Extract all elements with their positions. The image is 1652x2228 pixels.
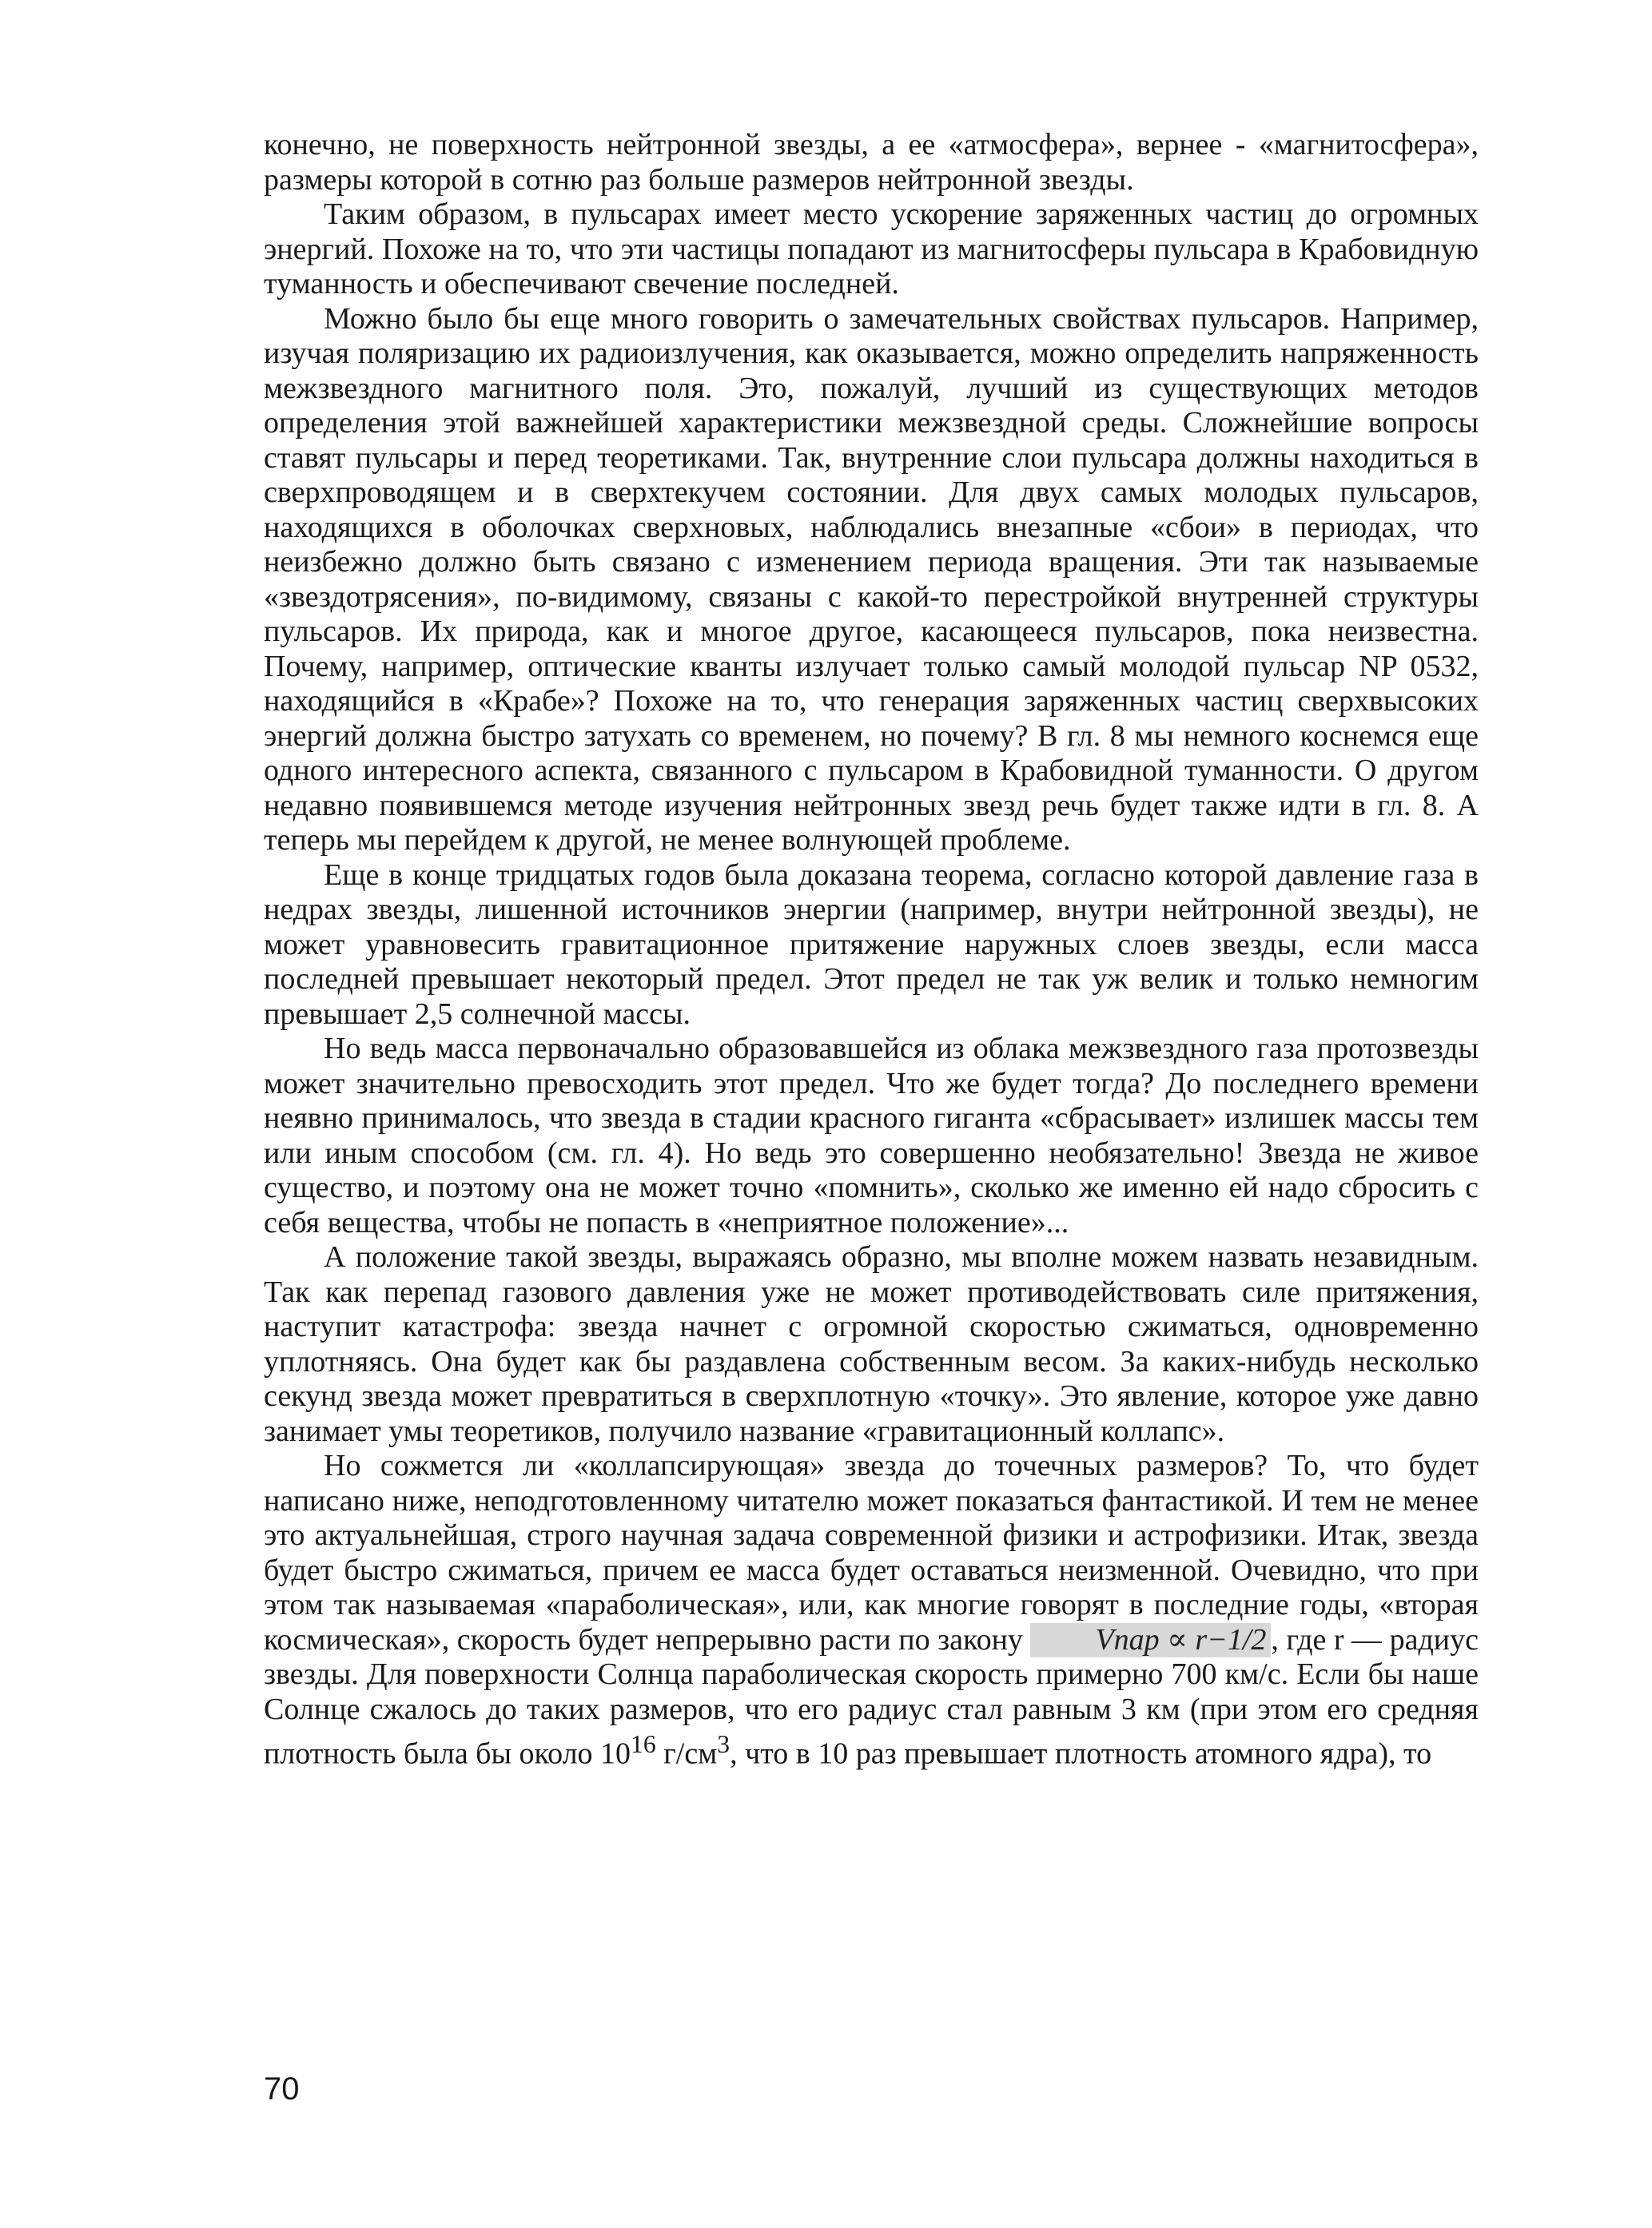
paragraph-1: конечно, не поверхность нейтронной звезды, а ее «атмосфера», вернее - «магнитосфера», размеры которой в сотню раз больше размеров нейтронной звезды. [264, 128, 1479, 197]
paragraph-7-text-middle: , где r — радиус звезды. Для поверхности Солнца параболическая скорость примерно 700 км/с. Если бы наше Солнце сжалось до таких размеров, что его радиус стал равным 3 км (при этом его средняя плотность была бы около 10 [264, 1622, 1479, 1771]
page-body [264, 128, 1479, 1772]
velocity-formula: Vпар ∝ r−1/2 [1030, 1623, 1271, 1658]
unit-exponent: 3 [717, 1730, 730, 1758]
paragraph-7 [264, 1449, 1479, 1772]
paragraph-3: Можно было бы еще много говорить о замечательных свойствах пульсаров. Например, изучая поляризацию их радиоизлучения, как оказывается, можно определить напряженность межзвездного магнитного поля. Это, пожалуй, лучший из существующих методов определения этой важнейшей характеристики межзвездной среды. Сложнейшие вопросы ставят пульсары и перед теоретиками. Так, внутренние слои пульсара должны находиться в сверхпроводящем и в сверхтекучем состоянии. Для двух самых молодых пульсаров, находящихся в оболочках сверхновых, наблюдались внезапные «сбои» в периодах, что неизбежно должно быть связано с изменением периода вращения. Эти так называемые «звездотрясения», по-видимому, связаны с какой-то перестройкой внутренней структуры пульсаров. Их природа, как и многое другое, касающееся пульсаров, пока неизвестна. Почему, например, оптические кванты излучает только самый молодой пульсар NP 0532, находящийся в «Крабе»? Похоже на то, что генерация заряженных частиц сверхвысоких энергий должна быстро затухать со временем, но почему? В гл. 8 мы немного коснемся еще одного интересного аспекта, связанного с пульсаром в Крабовидной туманности. О другом недавно появившемся методе изучения нейтронных звезд речь будет также идти в гл. 8. А теперь мы перейдем к другой, не менее волнующей проблеме. [264, 301, 1479, 857]
paragraph-5: Но ведь масса первоначально образовавшейся из облака межзвездного газа протозвезды может значительно превосходить этот предел. Что же будет тогда? До последнего времени неявно принималось, что звезда в стадии красного гиганта «сбрасывает» излишек массы тем или иным способом (см. гл. 4). Но ведь это совершенно необязательно! Звезда не живое существо, и поэтому она не может точно «помнить», сколько же именно ей надо сбросить с себя вещества, чтобы не попасть в «неприятное положение»... [264, 1032, 1479, 1239]
page-number: 70 [264, 2071, 300, 2107]
paragraph-7-text-start: Но сожмется ли «коллапсирующая» звезда до точечных размеров? То, что будет написано ниже, неподготовленному читателю может показаться фантастикой. И тем не менее это актуальнейшая, строго научная задача современной физики и астрофизики. Итак, звезда будет быстро сжиматься, причем ее масса будет оставаться неизменной. Очевидно, что при этом так называемая «параболическая», или, как многие говорят в последние годы, «вторая космическая», скорость будет непрерывно расти по закону [264, 1449, 1479, 1657]
paragraph-6: А положение такой звезды, выражаясь образно, мы вполне можем назвать незавидным. Так как перепад газового давления уже не может противодействовать силе притяжения, наступит катастрофа: звезда начнет с огромной скоростью сжиматься, одновременно уплотняясь. Она будет как бы раздавлена собственным весом. За каких-нибудь несколько секунд звезда может превратиться в сверхплотную «точку». Это явление, которое уже давно занимает умы теоретиков, получило название «гравитационный коллапс». [264, 1240, 1479, 1448]
density-unit: г/см [655, 1737, 718, 1771]
paragraph-2: Таким образом, в пульсарах имеет место ускорение заряженных частиц до огромных энергий. Похоже на то, что эти частицы попадают из магнитосферы пульсара в Крабовидную туманность и обеспечивают свечение последней. [264, 197, 1479, 300]
paragraph-7-text-end: , что в 10 раз превышает плотность атомного ядра), то [730, 1737, 1432, 1771]
density-exponent: 16 [631, 1730, 656, 1758]
paragraph-4: Еще в конце тридцатых годов была доказана теорема, согласно которой давление газа в недрах звезды, лишенной источников энергии (например, внутри нейтронной звезды), не может уравновесить гравитационное притяжение наружных слоев звезды, если масса последней превышает некоторый предел. Этот предел не так уж велик и только немногим превышает 2,5 солнечной массы. [264, 857, 1479, 1031]
